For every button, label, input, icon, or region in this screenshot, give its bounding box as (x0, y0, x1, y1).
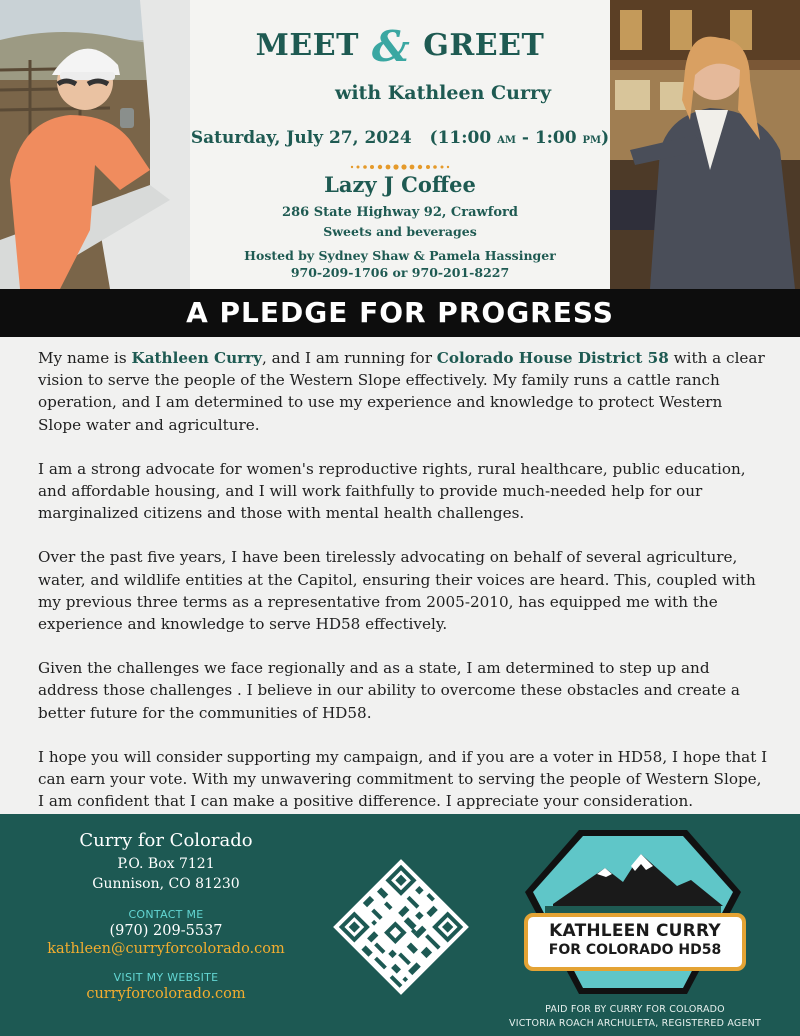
event-header (0, 0, 800, 289)
campaign-logo (513, 824, 753, 1000)
ranch-photo-illustration (0, 0, 190, 289)
letter-paragraph-4: Given the challenges we face regionally and as a state, I am determined to step up and address those challenges . I believe in our ability to overcome these obstacles and create a better future for the communities of HD58. (38, 659, 740, 722)
contact-phone[interactable]: (970) 209-5537 (109, 923, 223, 939)
contact-label: CONTACT ME (128, 908, 204, 921)
po-box: P.O. Box 7121 (117, 856, 215, 872)
campaign-name: Curry for Colorado (79, 830, 253, 851)
host-phones: 970-209-1706 or 970-201-8227 (290, 265, 510, 280)
refreshments-note: Sweets and beverages (323, 224, 477, 239)
paid-disclaimer (490, 1003, 780, 1031)
candidate-photo-capitol (610, 0, 800, 289)
qr-code[interactable] (332, 858, 470, 996)
letter-paragraph-3: Over the past five years, I have been tirelessly advocating on behalf of several agriculture, water, and wildlife entities at the Capitol, ensuring their voices are heard. This, coupled with my previous three terms as a representative from 2005-2010, has equipped me with the experience and knowledge to serve HD58 effectively. (38, 548, 756, 634)
event-date: Saturday, July 27, 2024 (190, 128, 412, 148)
qr-code-icon (332, 858, 470, 996)
event-details (190, 0, 610, 289)
website-label: VISIT MY WEBSITE (113, 971, 219, 984)
title-meet: MEET (255, 28, 359, 63)
meet-and-greet-title (190, 22, 610, 70)
mountain-logo-icon (513, 824, 753, 1000)
time-end: 1:00 (534, 128, 577, 148)
logo-candidate-name: KATHLEEN CURRY (549, 921, 721, 941)
district-highlight: Colorado House District 58 (436, 349, 669, 367)
registered-agent-line: VICTORIA ROACH ARCHULETA, REGISTERED AGENT (509, 1018, 761, 1029)
hosts-line: Hosted by Sydney Shaw & Pamela Hassinger (244, 248, 556, 263)
dotted-divider (190, 158, 610, 166)
letter-paragraph-2: I am a strong advocate for women's reproductive rights, rural healthcare, public education, and affordable housing, and I will work faithfully to provide much-needed help for our marginalized citizens and those with mental health challenges. (38, 459, 746, 523)
logo-district: FOR COLORADO HD58 (548, 942, 722, 958)
contact-email-link[interactable]: kathleen@curryforcolorado.com (47, 941, 285, 957)
paid-by-line: PAID FOR BY CURRY FOR COLORADO (545, 1004, 725, 1015)
event-date-time: Saturday, July 27, 2024 (11:00 AM - 1:00 PM) (190, 128, 610, 148)
pm-label: PM (582, 135, 602, 146)
title-ampersand: & (371, 22, 411, 71)
candidate-letter (38, 347, 768, 834)
contact-block (20, 830, 312, 1002)
p1-mid: , and I am running for (261, 349, 437, 367)
letter-paragraph-1 (38, 347, 768, 436)
am-label: AM (497, 135, 516, 146)
logo-text-panel (524, 913, 746, 971)
candidate-name-highlight: Kathleen Curry (131, 349, 262, 367)
time-start: 11:00 (437, 128, 492, 148)
with-candidate-line: with Kathleen Curry (334, 82, 551, 104)
candidate-photo-ranch (0, 0, 190, 289)
venue-name: Lazy J Coffee (324, 172, 476, 197)
pledge-banner: A PLEDGE FOR PROGRESS (0, 289, 800, 337)
venue-address: 286 State Highway 92, Crawford (282, 205, 518, 220)
title-greet: GREET (423, 28, 545, 63)
website-link[interactable]: curryforcolorado.com (86, 986, 246, 1002)
p1-rest: with a clear vision to serve the people of the Western Slope effectively. My family runs a cattle ranch operation, and I am determined to use my experience and knowledge to protect Western Slope water and agriculture. (38, 349, 765, 434)
city-state-zip: Gunnison, CO 81230 (92, 876, 240, 892)
p1-intro: My name is (38, 349, 132, 367)
letter-paragraph-5: I hope you will consider supporting my campaign, and if you are a voter in HD58, I hope that I can earn your vote. With my unwavering commitment to serving the people of Western Slope, I am confident that I can make a positive difference. I appreciate your consideration. (38, 747, 768, 811)
capitol-photo-illustration (610, 0, 800, 289)
